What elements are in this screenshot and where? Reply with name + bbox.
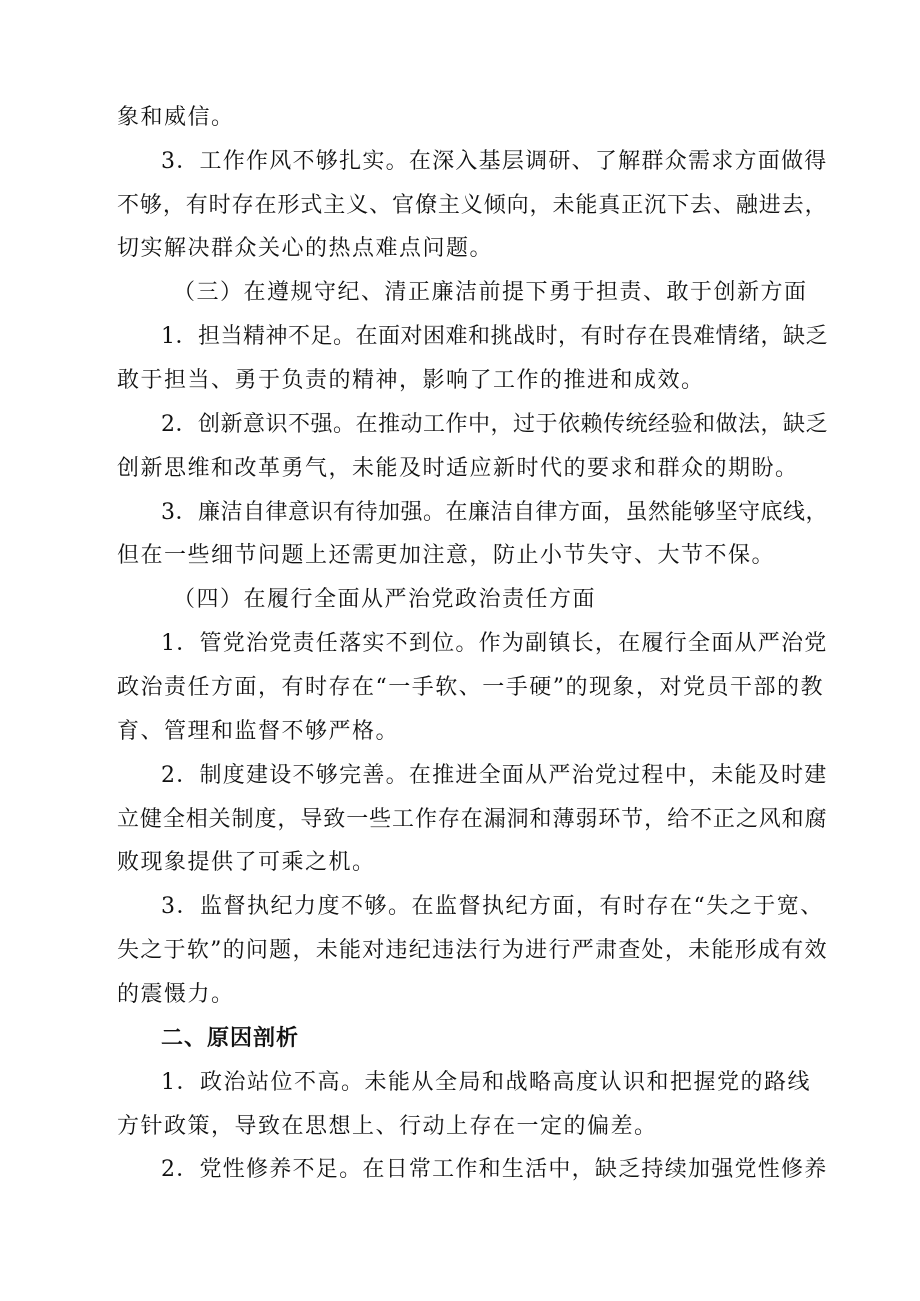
text-line: 的震慑力。 <box>117 982 235 1007</box>
section-heading: （四）在履行全面从严治党政治责任方面 <box>173 587 597 612</box>
text-line: 2．党性修养不足。在日常工作和生活中，缺乏持续加强党性修养 <box>161 1157 828 1182</box>
text-line: 1．担当精神不足。在面对困难和挑战时，有时存在畏难情绪，缺乏 <box>161 324 828 349</box>
text-line: 1．管党治党责任落实不到位。作为副镇长，在履行全面从严治党 <box>161 631 828 656</box>
section-heading: （三）在遵规守纪、清正廉洁前提下勇于担责、敢于创新方面 <box>173 280 808 305</box>
chapter-heading: 二、原因剖析 <box>161 1026 300 1051</box>
text-line: 失之于软”的问题，未能对违纪违法行为进行严肃查处，未能形成有效 <box>117 938 828 963</box>
text-line: 切实解决群众关心的热点难点问题。 <box>117 236 494 261</box>
text-line: 3．工作作风不够扎实。在深入基层调研、了解群众需求方面做得 <box>161 149 828 174</box>
text-line: 但在一些细节问题上还需更加注意，防止小节失守、大节不保。 <box>117 543 776 568</box>
text-line: 2．创新意识不强。在推动工作中，过于依赖传统经验和做法，缺乏 <box>161 412 828 437</box>
text-line: 育、管理和监督不够严格。 <box>117 719 400 744</box>
text-line: 敢于担当、勇于负责的精神，影响了工作的推进和成效。 <box>117 368 705 393</box>
text-line: 3．监督执纪力度不够。在监督执纪方面，有时存在“失之于宽、 <box>161 894 824 919</box>
text-line: 2．制度建设不够完善。在推进全面从严治党过程中，未能及时建 <box>161 763 828 788</box>
text-line: 立健全相关制度，导致一些工作存在漏洞和薄弱环节，给不正之风和腐 <box>117 807 828 832</box>
text-line: 方针政策，导致在思想上、行动上存在一定的偏差。 <box>117 1114 658 1139</box>
text-line: 不够，有时存在形式主义、官僚主义倾向，未能真正沉下去、融进去， <box>117 193 828 218</box>
text-line: 政治责任方面，有时存在“一手软、一手硬”的现象，对党员干部的教 <box>117 675 824 700</box>
text-line: 1．政治站位不高。未能从全局和战略高度认识和把握党的路线 <box>161 1070 811 1095</box>
text-line: 象和威信。 <box>117 105 235 130</box>
text-line: 3．廉洁自律意识有待加强。在廉洁自律方面，虽然能够坚守底线， <box>161 500 828 525</box>
text-line: 败现象提供了可乘之机。 <box>117 850 376 875</box>
text-line: 创新思维和改革勇气，未能及时适应新时代的要求和群众的期盼。 <box>117 456 799 481</box>
